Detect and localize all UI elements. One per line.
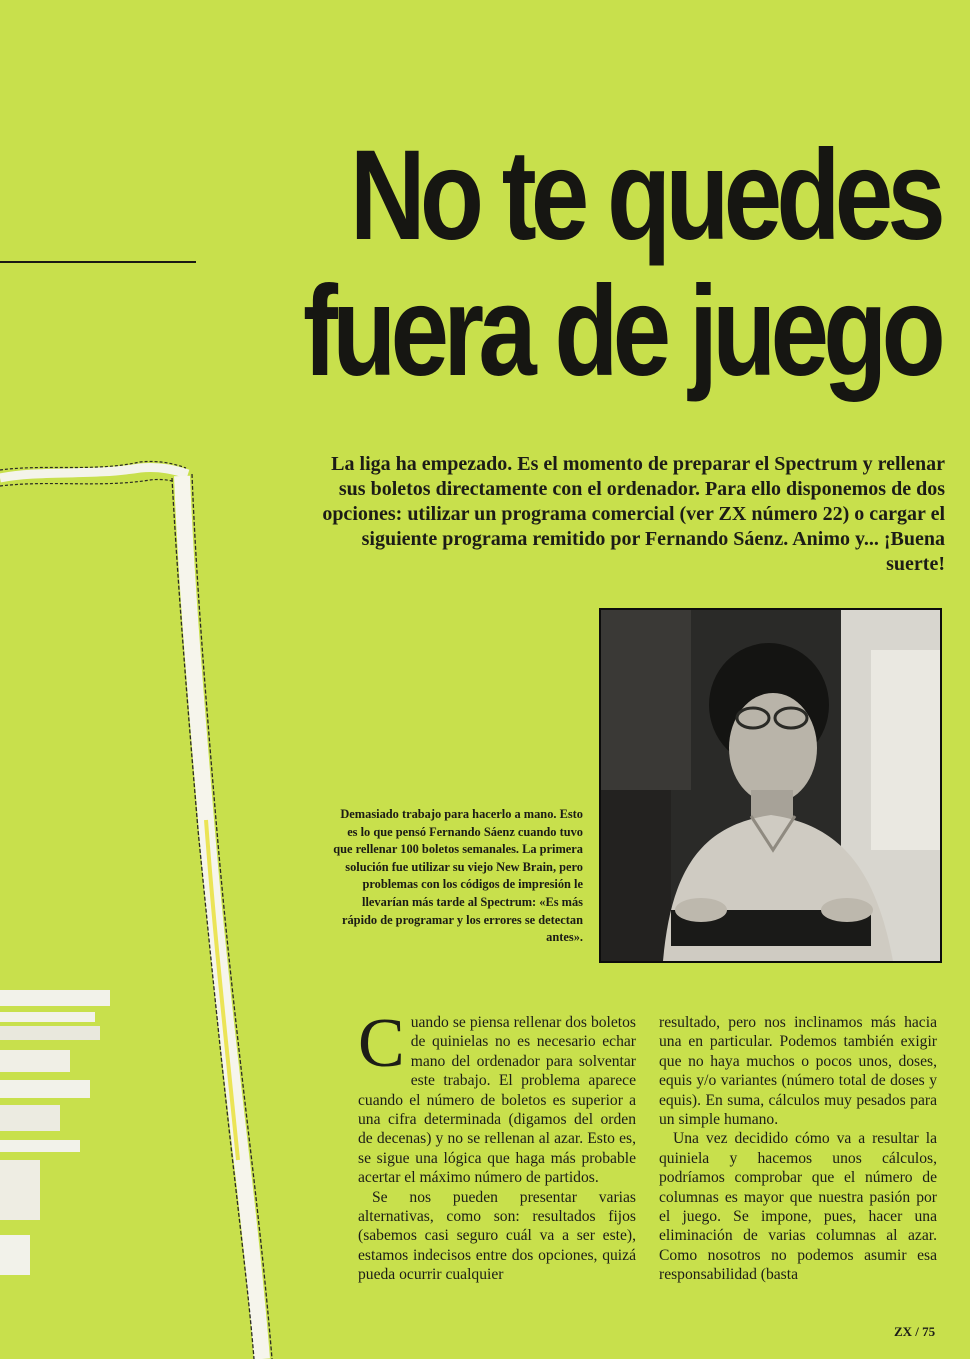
body-column-2 bbox=[659, 1013, 937, 1285]
headline-line-1: No te quedes bbox=[349, 124, 940, 267]
title-rule bbox=[0, 261, 196, 263]
portrait-image bbox=[601, 610, 940, 961]
body-paragraph: Se nos pueden presentar varias alternativas, como son: resultados fijos (sabemos casi seguro cuál va a ser este), estamos indecisos entre dos opciones, quizá pueda ocurrir cualquier bbox=[358, 1188, 636, 1284]
headline-line-2: fuera de juego bbox=[303, 260, 940, 403]
page-folio: ZX / 75 bbox=[894, 1324, 936, 1339]
headline bbox=[251, 124, 940, 403]
portrait-photo bbox=[599, 608, 942, 963]
decorative-stripe bbox=[0, 460, 350, 1359]
body-paragraph: resultado, pero nos inclinamos más hacia una en particular. Podemos también exigir que no haya muchos o pocos unos, doses, equis y/o variantes (número total de doses y equis). En suma, cálculos muy pesados para un simple humano. bbox=[659, 1014, 937, 1129]
body-text: uando se piensa rellenar dos boletos de quinielas no es necesario echar mano del ordenador para solventar este trabajo. El problema aparece cuando el número de boletos es superior a una cifra determinada (digamos del orden de decenas) y no se rellenan al azar. Esto es, se sigue una lógica que haga más probable acertar el máximo número de partidos. bbox=[358, 1014, 636, 1187]
body-paragraph: Una vez decidido cómo va a resultar la quiniela y hacemos unos cálculos, podríamos comprobar que el número de columnas es mayor que nuestra pasión por el juego. Se impone, pues, hacer una eliminación de varias columnas al azar. Como nosotros no podemos asumir esa responsabilidad (basta bbox=[659, 1130, 937, 1284]
body-paragraph bbox=[358, 1005, 636, 1188]
photo-caption: Demasiado trabajo para hacerlo a mano. Esto es lo que pensó Fernando Sáenz cuando tuvo que rellenar 100 boletos semanales. La primera solución fue utilizar su viejo New Brain, pero problemas con los códigos de impresión le llevarían más tarde al Spectrum: «Es más rápido de programar y los errores se detectan antes». bbox=[333, 807, 583, 945]
body-column-1 bbox=[358, 1005, 636, 1285]
drop-cap: C bbox=[358, 1005, 405, 1082]
standfirst: La liga ha empezado. Es el momento de preparar el Spectrum y rellenar sus boletos directamente con el ordenador. Para ello disponemos de dos opciones: utilizar un programa comercial (ver ZX número 22) o cargar el siguiente programa remitido por Fernando Sáenz. Animo y... ¡Buena suerte! bbox=[322, 453, 945, 575]
